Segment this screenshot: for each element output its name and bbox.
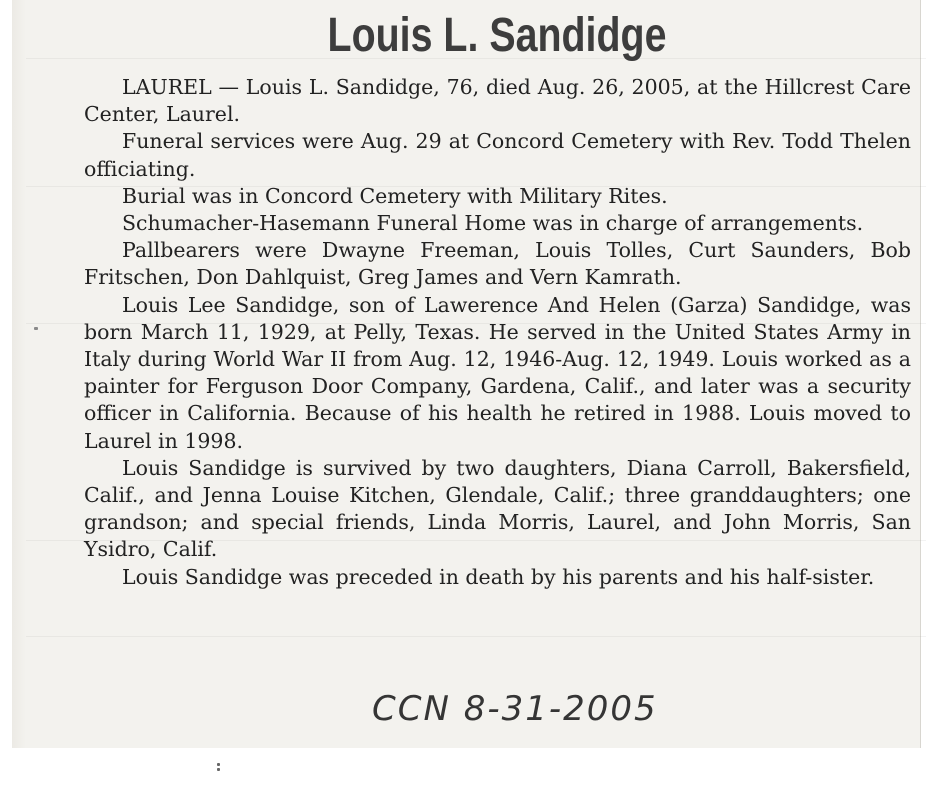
paper-edge-shadow	[12, 0, 26, 748]
scan-speck	[34, 327, 38, 330]
newspaper-clipping	[12, 0, 920, 748]
paragraph-survivors: Louis Sandidge is survived by two daughters, Diana Carroll, Bakersfield, Calif., and Jenna Louise Kitchen, Glendale, Calif.; three granddaughters; one grandson; and special friends, Linda Morris, Laurel, and John Morris, San Ysidro, Calif.	[84, 455, 911, 562]
faded-bleedthrough-line	[26, 636, 926, 637]
paragraph-funeral-home: Schumacher-Hasemann Funeral Home was in charge of arrangements.	[122, 211, 864, 236]
paragraph-funeral-services: Funeral services were Aug. 29 at Concord Cemetery with Rev. Todd Thelen officiating.	[84, 129, 911, 181]
scan-speck	[217, 763, 220, 773]
obituary-body	[84, 74, 911, 591]
paragraph-biography: Louis Lee Sandidge, son of Lawerence And Helen (Garza) Sandidge, was born March 11, 1929, at Pelly, Texas. He served in the United States Army in Italy during World War II from Aug. 12, 1946-Aug. 12, 1949. Louis worked as a painter for Ferguson Door Company, Gardena, Calif., and later was a security officer in California. Because of his health he retired in 1988. Louis moved to Laurel in 1998.	[84, 292, 911, 453]
handwritten-annotation	[372, 680, 752, 730]
obituary-headline: Louis L. Sandidge	[327, 9, 667, 62]
paragraph-death-notice: LAUREL — Louis L. Sandidge, 76, died Aug. 26, 2005, at the Hillcrest Care Center, Laurel.	[84, 75, 911, 127]
paragraph-pallbearers: Pallbearers were Dwayne Freeman, Louis Tolles, Curt Saunders, Bob Fritschen, Don Dahlquist, Greg James and Vern Kamrath.	[84, 238, 911, 290]
paragraph-preceded-in-death: Louis Sandidge was preceded in death by his parents and his half-sister.	[122, 564, 875, 589]
handwritten-annotation-text: CCN 8-31-2005	[372, 689, 658, 729]
paragraph-burial: Burial was in Concord Cemetery with Military Rites.	[122, 183, 668, 208]
